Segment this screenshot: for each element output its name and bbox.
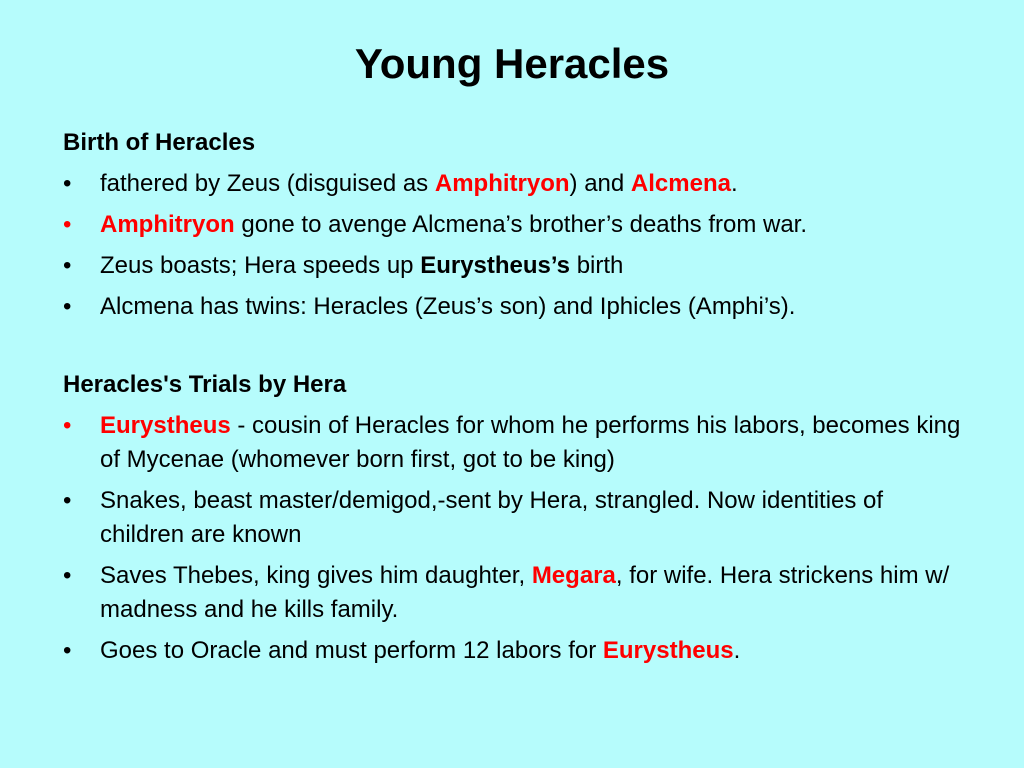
bullet-text-segment: gone to avenge Alcmena’s brother’s deaths from war. — [234, 211, 808, 238]
highlighted-name: Alcmena — [630, 170, 731, 197]
bullet-item — [63, 167, 963, 201]
highlighted-name: Amphitryon — [434, 170, 570, 197]
bullet-text — [100, 637, 740, 664]
bullet-text-segment: fathered by Zeus (disguised as — [100, 170, 435, 197]
bullet-marker: • — [63, 252, 72, 279]
bullet-text-segment: . — [730, 170, 738, 197]
bullet-text — [100, 252, 623, 279]
bullet-text-segment: Snakes, beast master/demigod,-sent by Hera, strangled. Now identities of children are known — [100, 487, 884, 548]
slide-content — [63, 126, 963, 675]
bullet-marker: • — [63, 211, 72, 238]
bullet-marker: • — [63, 562, 72, 589]
bullet-text — [100, 562, 949, 623]
slide-title: Young Heracles — [354, 40, 670, 87]
bullet-text-segment: Saves Thebes, king gives him daughter, — [100, 562, 532, 589]
bullet-text-segment: Zeus boasts; Hera speeds up — [100, 252, 421, 279]
bullet-list — [63, 167, 963, 324]
bullet-text-segment: - cousin of Heracles for whom he performs his labors, becomes king of Mycenae (whomever born first, got to be king) — [100, 412, 961, 473]
bullet-marker: • — [63, 637, 72, 664]
bullet-item — [63, 290, 963, 324]
bullet-text-segment: Alcmena has twins: Heracles (Zeus’s son) and Iphicles (Amphi’s). — [100, 293, 796, 320]
bullet-text — [100, 412, 960, 473]
highlighted-name: Eurystheus — [602, 637, 734, 664]
highlighted-name: Megara — [531, 562, 616, 589]
bullet-marker: • — [63, 487, 72, 514]
bullet-text — [100, 211, 807, 238]
section-heading: Heracles's Trials by Hera — [63, 371, 347, 398]
bullet-text-segment: Goes to Oracle and must perform 12 labors for — [100, 637, 603, 664]
bullet-text-segment: . — [733, 637, 741, 664]
bullet-marker: • — [63, 293, 72, 320]
highlighted-name: Eurystheus — [100, 412, 231, 439]
bullet-marker: • — [63, 170, 72, 197]
highlighted-name: Amphitryon — [100, 211, 235, 238]
bullet-marker: • — [63, 412, 72, 439]
highlighted-name: Eurystheus’s — [420, 252, 571, 279]
bullet-item — [63, 484, 963, 552]
section-heading: Birth of Heracles — [63, 129, 256, 156]
bullet-item — [63, 409, 963, 477]
bullet-item — [63, 559, 963, 627]
bullet-text-segment: ) and — [569, 170, 631, 197]
bullet-item — [63, 634, 963, 668]
section-spacer — [63, 331, 963, 368]
bullet-item — [63, 208, 963, 242]
bullet-text — [100, 293, 795, 320]
bullet-text — [100, 487, 883, 548]
bullet-text-segment: , for wife. Hera strickens him w/ madness and he kills family. — [100, 562, 950, 623]
bullet-list — [63, 409, 963, 668]
bullet-item — [63, 249, 963, 283]
bullet-text — [100, 170, 738, 197]
bullet-text-segment: birth — [570, 252, 624, 279]
